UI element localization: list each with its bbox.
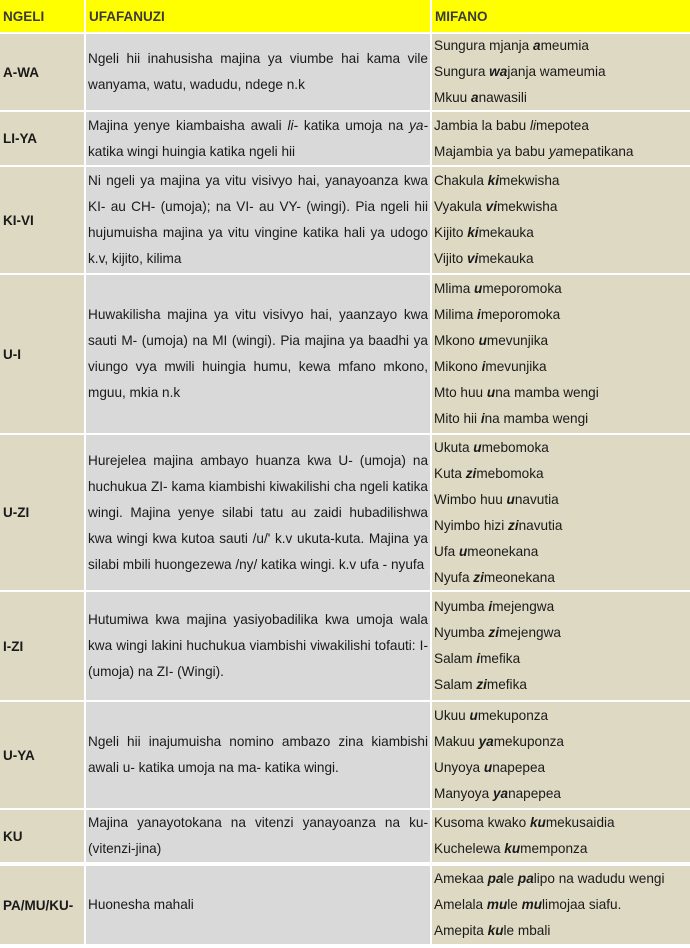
concord-prefix: u — [486, 385, 496, 400]
example-segment: le — [507, 897, 522, 912]
concord-prefix: i — [477, 307, 481, 322]
example-segment: mejengwa — [492, 599, 555, 614]
example-sentence — [434, 33, 690, 59]
example-segment: Mto huu — [434, 385, 487, 400]
example-segment: Ufa — [434, 543, 459, 559]
example-segment: Vyakula — [434, 199, 486, 214]
example-segment: mevunjika — [485, 359, 547, 374]
example-segment: meporomoka — [480, 307, 561, 322]
example-segment: Nyimbo hizi — [434, 517, 509, 533]
concord-prefix: u — [506, 491, 515, 507]
example-segment: Ukuta — [434, 439, 474, 455]
concord-prefix: zi — [488, 625, 499, 640]
example-sentence — [434, 513, 690, 539]
ngeli-cell: I-ZI — [0, 592, 84, 700]
mifano-cell — [432, 810, 690, 862]
description-segment: Ni ngeli ya majina ya vitu visivyo hai, yanayoanza kwa KI- au CH- (umoja); na VI- au VY- (wingi). Pia ngeli hii hujumuisha majina ya vitu vingine katika hali ya udogo k.v, kijito, kilima — [88, 173, 428, 266]
ngeli-cell: A-WA — [0, 34, 84, 110]
ufafanuzi-cell — [86, 34, 430, 110]
example-sentence — [434, 435, 690, 461]
example-segment: mekwisha — [496, 199, 558, 214]
example-sentence — [434, 729, 690, 755]
description-segment: Huwakilisha majina ya vitu visivyo hai, yaanzayo kwa sauti M- (umoja) na MI (wingi). Pia majina ya baadhi ya viungo vya mwili huingia humu, kewa mfano mkono, mguu, mkia n.k — [88, 307, 428, 400]
example-segment: Amepita — [434, 923, 488, 938]
description-text — [88, 892, 428, 918]
mifano-cell — [432, 866, 690, 944]
example-sentence — [434, 487, 690, 513]
example-segment: Mkuu — [434, 90, 472, 105]
example-segment: na mamba wengi — [495, 385, 599, 400]
example-segment: napepea — [508, 786, 561, 801]
description-text — [88, 607, 428, 685]
example-segment: le mbali — [503, 923, 551, 938]
example-segment: Kusoma kwako — [434, 815, 530, 830]
example-segment: meonekana — [467, 543, 539, 559]
example-segment: Milima — [434, 307, 478, 322]
concord-prefix: u — [473, 439, 482, 455]
concord-prefix: ku — [504, 841, 521, 856]
example-sentence — [434, 703, 690, 729]
description-segment: Ngeli hii inajumuisha nomino ambazo zina kiambishi awali u- katika umoja na ma- katika wingi. — [88, 734, 428, 775]
example-sentence — [434, 220, 690, 246]
mifano-cell — [432, 112, 690, 165]
ngeli-cell: KU — [0, 810, 84, 862]
ufafanuzi-cell — [86, 702, 430, 808]
concord-prefix: zi — [476, 677, 487, 692]
concord-prefix: i — [481, 359, 486, 374]
example-sentence — [434, 113, 690, 139]
description-text — [88, 302, 428, 406]
example-segment: Wimbo huu — [434, 491, 507, 507]
example-segment: Unyoya — [434, 760, 484, 775]
example-segment: Ukuu — [434, 708, 470, 723]
example-sentence — [434, 194, 690, 220]
example-segment: Mlima — [434, 281, 475, 296]
example-segment: Salam — [434, 651, 477, 666]
example-segment: mebomoka — [481, 439, 549, 455]
concord-prefix: ya — [478, 734, 494, 749]
description-segment: Huonesha mahali — [88, 897, 194, 912]
example-segment: napepea — [492, 760, 546, 775]
ufafanuzi-cell — [86, 435, 430, 590]
concord-prefix: u — [474, 281, 483, 296]
example-sentence — [434, 866, 690, 892]
header-ufafanuzi: UFAFANUZI — [86, 0, 430, 32]
concord-prefix: zi — [465, 465, 477, 481]
ufafanuzi-cell — [86, 592, 430, 700]
description-segment: Majina yenye kiambaisha awali — [88, 117, 288, 133]
concord-prefix: ku — [487, 923, 504, 938]
concord-prefix: pa — [517, 871, 534, 886]
example-segment: Nyumba — [434, 599, 489, 614]
example-segment: Nyumba — [434, 625, 489, 640]
example-sentence — [434, 781, 690, 807]
example-sentence — [434, 594, 690, 620]
example-segment: memponza — [520, 841, 588, 856]
concord-prefix: pa — [487, 871, 504, 886]
example-sentence — [434, 354, 690, 380]
example-segment: Majambia ya babu — [434, 143, 549, 159]
example-segment: meonekana — [483, 569, 555, 585]
description-text — [88, 168, 428, 272]
example-segment: Mito hii — [434, 411, 481, 426]
example-segment: na mamba wengi — [484, 411, 589, 426]
mifano-cell — [432, 702, 690, 808]
example-sentence — [434, 461, 690, 487]
concord-prefix: wa — [489, 64, 508, 79]
description-segment: katika umoja na — [298, 117, 410, 133]
example-segment: Jambia la babu — [434, 117, 530, 133]
example-segment: mepotea — [536, 117, 589, 133]
example-sentence — [434, 380, 690, 406]
example-segment: Mkono — [434, 333, 479, 348]
example-segment: mepatikana — [563, 143, 634, 159]
example-sentence — [434, 302, 690, 328]
description-text — [88, 46, 428, 98]
concord-prefix: zi — [508, 517, 519, 533]
concord-prefix: ku — [529, 815, 546, 830]
example-sentence — [434, 328, 690, 354]
description-text — [88, 810, 428, 862]
concord-prefix: zi — [473, 569, 484, 585]
example-segment: Sungura mjanja — [434, 38, 533, 53]
example-segment: meumia — [540, 38, 589, 53]
example-segment: Salam — [434, 677, 477, 692]
concord-prefix: u — [458, 543, 468, 559]
example-sentence — [434, 85, 690, 111]
example-segment: mekuponza — [493, 734, 564, 749]
example-sentence — [434, 139, 690, 165]
example-segment: Kijito — [434, 225, 468, 240]
example-segment: nawasili — [478, 90, 527, 105]
ngeli-cell: U-ZI — [0, 435, 84, 590]
example-segment: mefika — [480, 651, 521, 666]
example-segment: Mikono — [434, 359, 482, 374]
example-sentence — [434, 918, 690, 944]
description-text — [88, 729, 428, 781]
example-sentence — [434, 539, 690, 565]
header-ngeli: NGELI — [0, 0, 84, 32]
ufafanuzi-cell — [86, 866, 430, 944]
concord-prefix: u — [483, 760, 493, 775]
example-sentence — [434, 672, 690, 698]
example-sentence — [434, 755, 690, 781]
example-segment: mekwisha — [499, 173, 560, 188]
concord-prefix: li — [529, 117, 537, 133]
concord-prefix: u — [478, 333, 487, 348]
ngeli-cell: LI-YA — [0, 112, 84, 165]
example-segment: Vijito — [434, 251, 467, 266]
mifano-cell — [432, 592, 690, 700]
ufafanuzi-cell — [86, 167, 430, 273]
description-text — [88, 448, 428, 578]
concord-prefix: mu — [486, 897, 508, 912]
description-segment: Ngeli hii inahusisha majina ya viumbe hai kama vile wanyama, watu, wadudu, ndege n.k — [88, 51, 428, 92]
ngeli-cell: U-YA — [0, 702, 84, 808]
ufafanuzi-cell — [86, 275, 430, 433]
example-segment: mekauka — [478, 225, 534, 240]
ngeli-cell: PA/MU/KU- — [0, 866, 84, 944]
example-segment: Amelala — [434, 897, 487, 912]
example-sentence — [434, 836, 690, 862]
example-sentence — [434, 892, 690, 918]
ngeli-cell: U-I — [0, 275, 84, 433]
example-segment: mevunjika — [486, 333, 549, 348]
example-sentence — [434, 59, 690, 85]
ufafanuzi-cell — [86, 810, 430, 862]
example-segment: mekauka — [478, 251, 534, 266]
example-sentence — [434, 246, 690, 272]
mifano-cell — [432, 167, 690, 273]
example-sentence — [434, 406, 690, 432]
example-segment: mebomoka — [476, 465, 544, 481]
example-segment: lipo na wadudu wengi — [533, 871, 665, 886]
description-segment: ya- — [409, 117, 428, 133]
ngeli-cell: KI-VI — [0, 167, 84, 273]
example-segment: mekusaidia — [545, 815, 615, 830]
example-segment: Chakula — [434, 173, 488, 188]
concord-prefix: ki — [467, 225, 479, 240]
mifano-cell — [432, 275, 690, 433]
concord-prefix: i — [476, 651, 481, 666]
concord-prefix: i — [488, 599, 493, 614]
example-segment: Amekaa — [434, 871, 488, 886]
header-mifano: MIFANO — [432, 0, 690, 32]
example-segment: le — [503, 871, 518, 886]
description-segment: katika wingi huingia katika ngeli hii — [88, 143, 296, 159]
example-sentence — [434, 168, 690, 194]
example-segment: navutia — [518, 517, 563, 533]
description-segment: Hurejelea majina ambayo huanza kwa U- (umoja) na huchukua ZI- kama kiambishi kiwakilishi cha ngeli katika wingi. Majina yenye silabi tatu au zaidi hubadilishwa kwa wingi kwa kutoa sauti /u/' k.v ukuta-kuta. Majina ya silabi mbili huongezewa /ny/ katika wingi. k.v ufa - nyufa — [88, 452, 428, 572]
example-segment: Makuu — [434, 734, 479, 749]
concord-prefix: ya — [548, 143, 564, 159]
mifano-cell — [432, 34, 690, 110]
example-sentence — [434, 276, 690, 302]
example-segment: janja wameumia — [507, 64, 606, 79]
concord-prefix: vi — [467, 251, 479, 266]
concord-prefix: vi — [485, 199, 497, 214]
example-segment: Kuta — [434, 465, 466, 481]
example-sentence — [434, 810, 690, 836]
mifano-cell — [432, 435, 690, 590]
description-segment: li- — [287, 117, 299, 133]
concord-prefix: ya — [492, 786, 509, 801]
concord-prefix: ki — [487, 173, 499, 188]
example-segment: limojaa siafu. — [542, 897, 622, 912]
example-segment: mekuponza — [477, 708, 549, 723]
example-segment: Kuchelewa — [434, 841, 505, 856]
example-segment: Sungura — [434, 64, 490, 79]
concord-prefix: u — [469, 708, 478, 723]
description-text — [88, 113, 428, 165]
example-segment: meporomoka — [482, 281, 562, 296]
example-sentence — [434, 620, 690, 646]
concord-prefix: mu — [521, 897, 543, 912]
concord-prefix: a — [533, 38, 541, 53]
example-sentence — [434, 565, 690, 591]
concord-prefix: a — [471, 90, 479, 105]
description-segment: Majina yanayotokana na vitenzi yanayoanza na ku- (vitenzi-jina) — [88, 815, 428, 856]
example-segment: mefika — [486, 677, 527, 692]
ufafanuzi-cell — [86, 112, 430, 165]
example-segment: Manyoya — [434, 786, 493, 801]
concord-prefix: i — [480, 411, 485, 426]
example-segment: Nyufa — [434, 569, 474, 585]
example-segment: mejengwa — [498, 625, 561, 640]
description-segment: Hutumiwa kwa majina yasiyobadilika kwa umoja wala kwa wingi lakini huchukua viambishi viwakilishi tofauti: I- (umoja) na ZI- (Wingi). — [88, 612, 428, 679]
example-segment: navutia — [514, 491, 559, 507]
example-sentence — [434, 646, 690, 672]
